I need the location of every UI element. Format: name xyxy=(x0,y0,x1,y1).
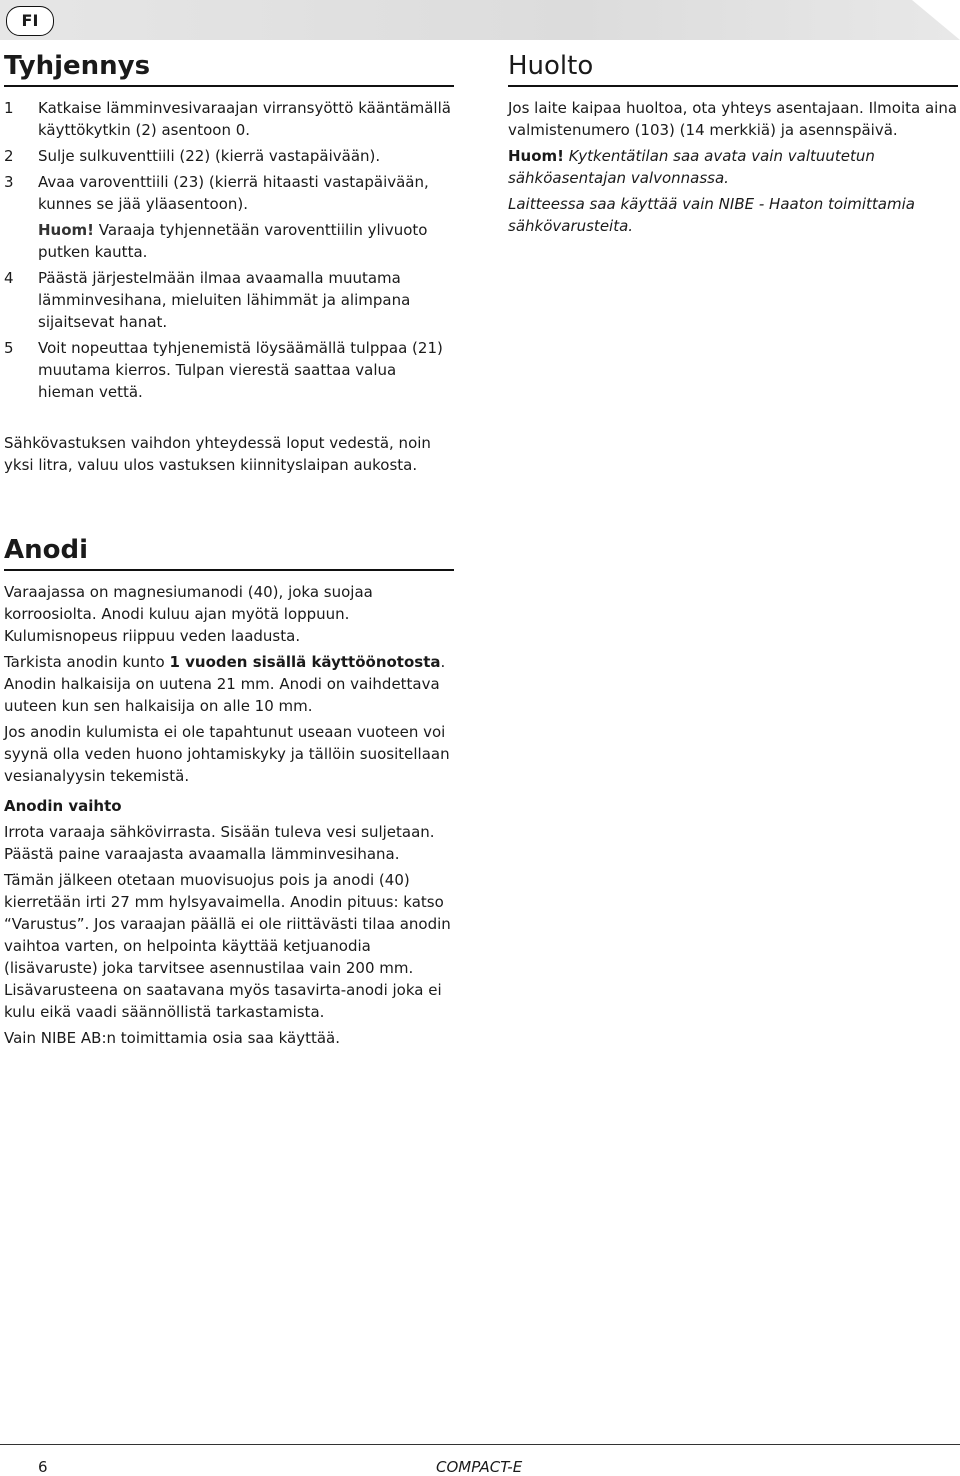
section-title-huolto: Huolto xyxy=(508,50,958,87)
text-run: Tarkista anodin kunto xyxy=(4,653,170,671)
language-badge: FI xyxy=(6,6,54,36)
note-label: Huom! xyxy=(508,147,565,165)
step-number: 4 xyxy=(4,269,14,287)
subsection-title-anodin-vaihto: Anodin vaihto xyxy=(4,797,122,815)
step-text: Voit nopeuttaa tyhjenemistä löysäämällä tulppaa (21) muutama kierros. Tulpan vierestä saattaa valua hieman vettä. xyxy=(38,339,443,401)
section-title-anodi: Anodi xyxy=(4,534,454,571)
paragraph: Sähkövastuksen vaihdon yhteydessä loput vedestä, noin yksi litra, valuu ulos vastuksen kiinnityslaipan aukosta. xyxy=(4,434,431,474)
paragraph: Varaajassa on magnesiumanodi (40), joka suojaa korroosiolta. Anodi kuluu ajan myötä loppuun. Kulumisnopeus riippuu veden laadusta. xyxy=(4,583,373,645)
paragraph: Jos anodin kulumista ei ole tapahtunut useaan vuoteen voi syynä olla veden huono johtamiskyky ja tällöin suositellaan vesianalyysin tekemistä. xyxy=(4,723,450,785)
step-text: Päästä järjestelmään ilmaa avaamalla muutama lämminvesihana, mieluiten lähimmät ja alimpana sijaitsevat hanat. xyxy=(38,269,411,331)
step-number: 5 xyxy=(4,339,14,357)
footer-divider xyxy=(0,1444,960,1445)
drain-remark xyxy=(4,432,454,480)
section-title-tyhjennys: Tyhjennys xyxy=(4,50,454,87)
list-item xyxy=(4,171,454,263)
step-number: 2 xyxy=(4,147,14,165)
emphasis-text: 1 vuoden sisällä käyttöönotosta xyxy=(169,653,441,671)
section-anodi xyxy=(4,534,454,1053)
list-item xyxy=(4,97,454,141)
paragraph: Tämän jälkeen otetaan muovisuojus pois ja anodi (40) kierretään irti 27 mm hylsyavaimella. Anodin pituus: katso “Varustus”. Jos varaajan päällä ei ole riittävästi tilaa anodin vaihtoa varten, on helpointa käyttää ketjuanodia (lisävaruste) joka tarvitsee asennustilaa vain 200 mm. Lisävarusteena on saatavana myös tasavirta-anodi joka ei kulu eikä vaadi säännöllistä tarkastamista. xyxy=(4,871,451,1021)
list-item xyxy=(4,267,454,333)
paragraph: Irrota varaaja sähkövirrasta. Sisään tuleva vesi suljetaan. Päästä paine varaajasta avaamalla lämminvesihana. xyxy=(4,823,435,863)
step-text: Katkaise lämminvesivaraajan virransyöttö kääntämällä käyttökytkin (2) asentoon 0. xyxy=(38,99,451,139)
paragraph: Vain NIBE AB:n toimittamia osia saa käyttää. xyxy=(4,1029,340,1047)
step-text: Sulje sulkuventtiili (22) (kierrä vastapäivään). xyxy=(38,147,381,165)
section-huolto xyxy=(508,50,958,241)
step-note xyxy=(38,219,454,263)
step-number: 3 xyxy=(4,173,14,191)
paragraph xyxy=(4,651,454,717)
list-item xyxy=(4,145,454,167)
paragraph: Jos laite kaipaa huoltoa, ota yhteys asentajaan. Ilmoita aina valmistenumero (103) (14 merkkiä) ja asennspäivä. xyxy=(508,99,958,139)
page-number: 6 xyxy=(38,1458,48,1476)
note-label: Huom! xyxy=(38,221,95,239)
product-name: COMPACT-E xyxy=(436,1458,523,1476)
paragraph: Laitteessa saa käyttää vain NIBE - Haaton toimittamia sähkövarusteita. xyxy=(508,195,915,235)
step-text: Avaa varoventtiili (23) (kierrä hitaasti vastapäivään, kunnes se jää yläasentoon). xyxy=(38,173,429,213)
service-note xyxy=(508,145,958,189)
step-number: 1 xyxy=(4,99,14,117)
section-tyhjennys xyxy=(4,50,454,407)
text-run: . Anodin halkaisija on uutena 21 mm. Anodi on vaihdettava uuteen kun sen halkaisija on alle 10 mm. xyxy=(4,653,446,715)
header-bar xyxy=(0,0,960,40)
note-text: Varaaja tyhjennetään varoventtiilin ylivuoto putken kautta. xyxy=(38,221,428,261)
list-item xyxy=(4,337,454,403)
note-text: Kytkentätilan saa avata vain valtuutetun sähköasentajan valvonnassa. xyxy=(508,147,875,187)
drain-steps-list xyxy=(4,97,454,403)
